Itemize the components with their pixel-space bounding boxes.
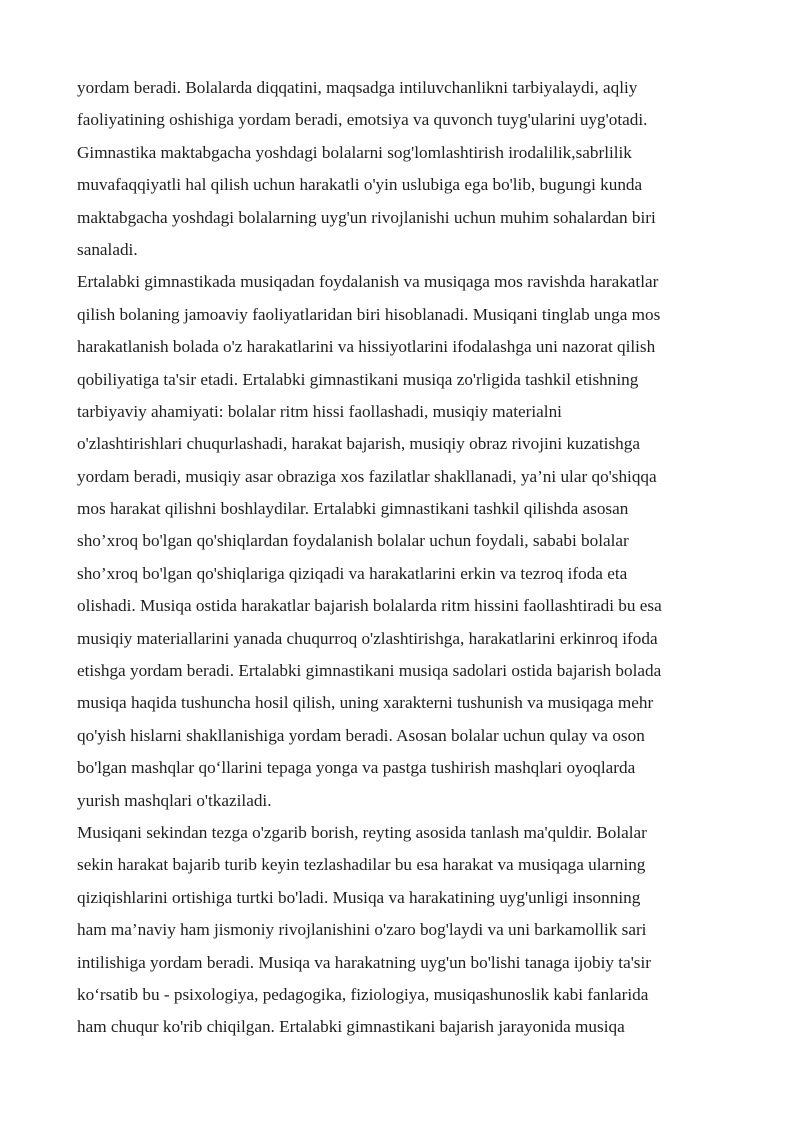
text-line: sekin harakat bajarib turib keyin tezlashadilar bu esa harakat va musiqaga ularning — [77, 855, 646, 875]
text-line: harakatlanish bolada o'z harakatlarini va hissiyotlarini ifodalashga uni nazorat qilish — [77, 337, 656, 357]
text-line: Gimnastika maktabgacha yoshdagi bolalarni sog'lomlashtirish irodalilik,sabrlilik — [77, 142, 632, 162]
text-line: etishga yordam beradi. Ertalabki gimnastikani musiqa sadolari ostida bajarish bolada — [77, 661, 662, 681]
text-line: maktabgacha yoshdagi bolalarning uyg'un rivojlanishi uchun muhim sohalardan biri — [77, 207, 656, 227]
text-line: tarbiyaviy ahamiyati: bolalar ritm hissi faollashadi, musiqiy materialni — [77, 401, 562, 421]
text-line: mos harakat qilishni boshlaydilar. Ertalabki gimnastikani tashkil qilishda asosan — [77, 499, 629, 519]
text-line: yurish mashqlari o'tkaziladi. — [77, 790, 272, 810]
text-line: musiqa haqida tushuncha hosil qilish, uning xarakterni tushunish va musiqaga mehr — [77, 693, 654, 713]
text-line: o'zlashtirishlari chuqurlashadi, harakat bajarish, musiqiy obraz rivojini kuzatishga — [77, 434, 640, 454]
text-line: sho’xroq bo'lgan qo'shiqlardan foydalanish bolalar uchun foydali, sababi bolalar — [77, 531, 629, 551]
text-line: olishadi. Musiqa ostida harakatlar bajarish bolalarda ritm hissini faollashtiradi bu esa — [77, 596, 662, 616]
text-line: sho’xroq bo'lgan qo'shiqlariga qiziqadi va harakatlarini erkin va tezroq ifoda eta — [77, 563, 628, 583]
text-line: qiziqishlarini ortishiga turtki bo'ladi. Musiqa va harakatining uyg'unligi insonning — [77, 887, 641, 907]
text-line: intilishiga yordam beradi. Musiqa va harakatning uyg'un bo'lishi tanaga ijobiy ta'sir — [77, 952, 651, 972]
text-line: qo'yish hislarni shakllanishiga yordam beradi. Asosan bolalar uchun qulay va oson — [77, 725, 645, 745]
text-line: musiqiy materiallarini yanada chuqurroq o'zlashtirishga, harakatlarini erkinroq ifoda — [77, 628, 658, 648]
text-line: Ertalabki gimnastikada musiqadan foydalanish va musiqaga mos ravishda harakatlar — [77, 272, 659, 292]
text-line: faoliyatining oshishiga yordam beradi, emotsiya va quvonch tuyg'ularini uyg'otadi. — [77, 110, 648, 130]
text-line: muvafaqqiyatli hal qilish uchun harakatli o'yin uslubiga ega bo'lib, bugungi kunda — [77, 175, 643, 195]
text-line: qilish bolaning jamoaviy faoliyatlaridan biri hisoblanadi. Musiqani tinglab unga mos — [77, 304, 661, 324]
text-line: sanaladi. — [77, 239, 138, 259]
text-line: yordam beradi. Bolalarda diqqatini, maqsadga intiluvchanlikni tarbiyalaydi, aqliy — [77, 78, 638, 97]
text-line: ham ma’naviy ham jismoniy rivojlanishini o'zaro bog'laydi va uni barkamollik sari — [77, 920, 647, 940]
text-line: bo'lgan mashqlar qo‘llarini tepaga yonga va pastga tushirish mashqlari oyoqlarda — [77, 758, 636, 778]
text-line: ham chuqur ko'rib chiqilgan. Ertalabki gimnastikani bajarish jarayonida musiqa — [77, 1017, 625, 1037]
text-line: yordam beradi, musiqiy asar obraziga xos fazilatlar shakllanadi, ya’ni ular qo'shiqqa — [77, 466, 657, 486]
text-line: ko‘rsatib bu - psixologiya, pedagogika, fiziologiya, musiqashunoslik kabi fanlarida — [77, 984, 649, 1004]
document-page — [77, 72, 727, 1044]
text-line: qobiliyatiga ta'sir etadi. Ertalabki gimnastikani musiqa zo'rligida tashkil etishning — [77, 369, 639, 389]
text-line: Musiqani sekindan tezga o'zgarib borish, reyting asosida tanlash ma'quldir. Bolalar — [77, 822, 647, 842]
